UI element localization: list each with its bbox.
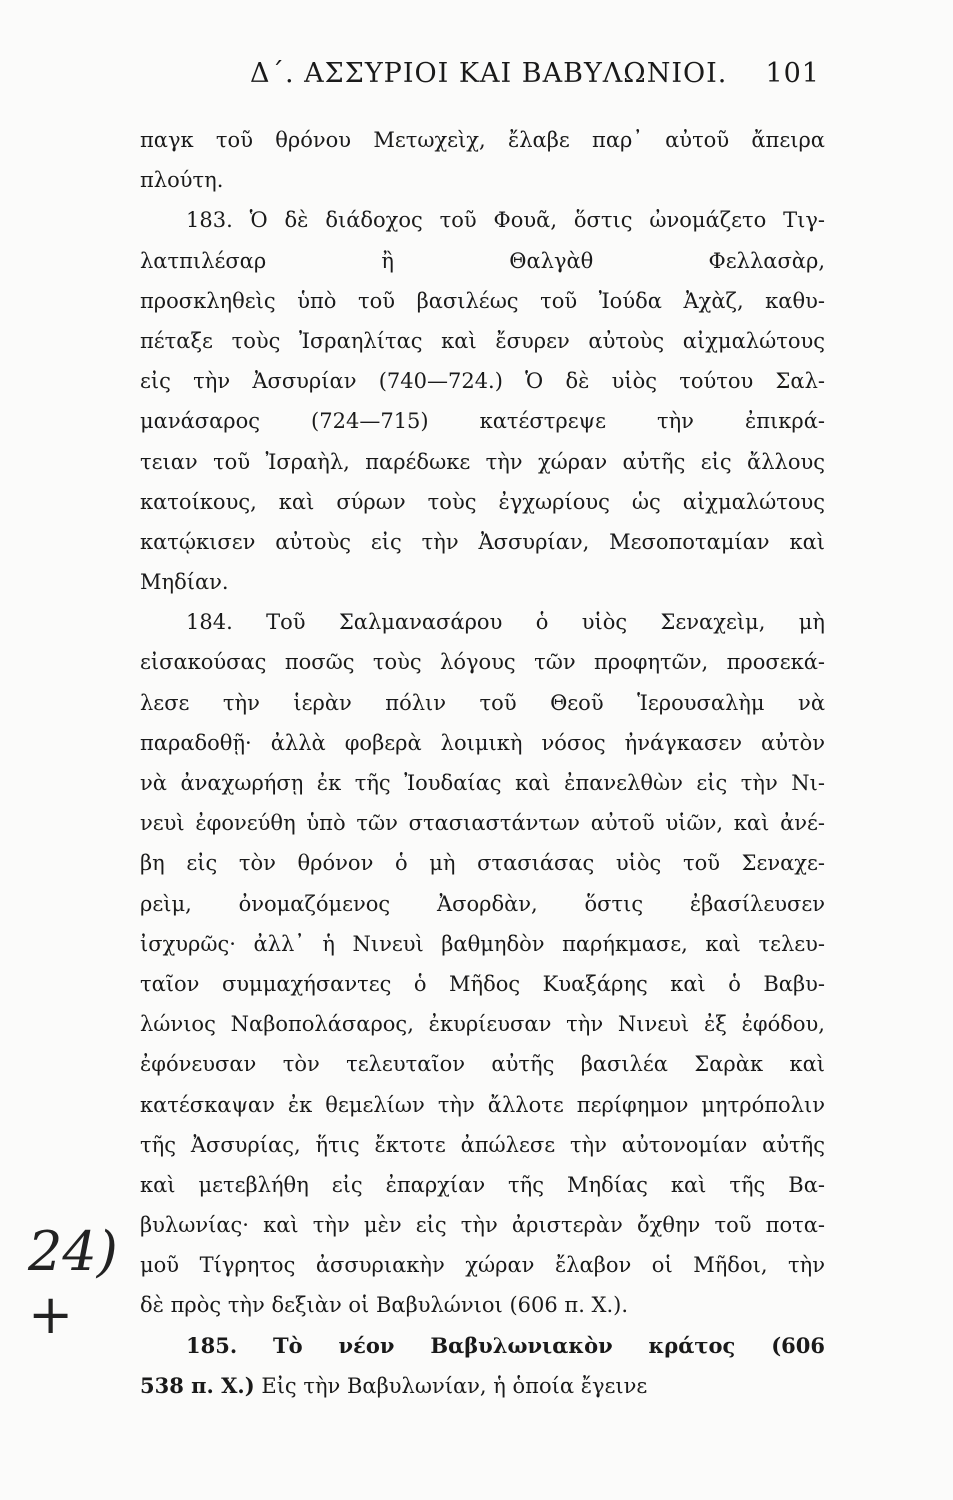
- text-line: μοῦ Τίγρητος ἀσσυριακὴν χώραν ἔλαβον οἱ Μῆδοι, τὴν: [140, 1253, 825, 1278]
- section-heading: 185. Τὸ νέον Βαβυλωνιακὸν κράτος (606: [186, 1332, 825, 1358]
- text-line: λώνιος Ναβοπολάσαρος, ἐκυρίευσαν τὴν Νινευὶ ἐξ ἐφόδου,: [140, 1012, 825, 1037]
- text-line: παγκ τοῦ θρόνου Μετωχεὶχ, ἔλαβε παρ᾽ αὐτοῦ ἄπειρα: [140, 128, 825, 152]
- text-line: εἰσακούσας ποσῶς τοὺς λόγους τῶν προφητῶν, προσεκά-: [140, 650, 825, 675]
- text-line: ἰσχυρῶς· ἀλλ᾽ ἡ Νινευὶ βαθμηδὸν παρήκμασε, καὶ τελευ-: [140, 931, 825, 956]
- text-line: τειαν τοῦ Ἰσραὴλ, παρέδωκε τὴν χώραν αὐτῆς εἰς ἄλλους: [140, 449, 825, 474]
- text-line: νευὶ ἐφονεύθη ὑπὸ τῶν στασιαστάντων αὐτοῦ υἱῶν, καὶ ἀνέ-: [140, 811, 825, 836]
- text-line: ταῖον συμμαχήσαντες ὁ Μῆδος Κυαξάρης καὶ ὁ Βαβυ-: [140, 971, 825, 996]
- text-line: λατπιλέσαρ ἢ Θαλγὰθ Φελλασὰρ,: [140, 248, 825, 273]
- text-line: 184. Τοῦ Σαλμανασάρου ὁ υἱὸς Σεναχεὶμ, μὴ: [186, 610, 825, 635]
- text-line: τῆς Ἀσσυρίας, ἥτις ἔκτοτε ἀπώλεσε τὴν αὐτονομίαν αὐτῆς: [140, 1132, 825, 1157]
- page-number: 101: [765, 58, 820, 89]
- section-text-start: Εἰς τὴν Βαβυλωνίαν, ἡ ὁποία ἔγεινε: [254, 1373, 648, 1398]
- text-line: λεσε τὴν ἱερὰν πόλιν τοῦ Θεοῦ Ἱερουσαλὴμ νὰ: [140, 690, 825, 715]
- text-line: ρεὶμ, ὀνομαζόμενος Ἀσορδὰν, ὅστις ἐβασίλευσεν: [140, 891, 825, 916]
- text-line: [140, 1366, 825, 1406]
- text-line: νὰ ἀναχωρήσῃ ἐκ τῆς Ἰουδαίας καὶ ἐπανελθὼν εἰς τὴν Νι-: [140, 771, 825, 795]
- text-line: ἐφόνευσαν τὸν τελευταῖον αὐτῆς βασιλέα Σαρὰκ καὶ: [140, 1052, 825, 1077]
- chapter-title: Δ΄. ΑΣΣΥΡΙΟΙ ΚΑΙ ΒΑΒΥΛΩΝΙΟΙ.: [250, 58, 728, 89]
- text-line: κατέσκαψαν ἐκ θεμελίων τὴν ἄλλοτε περίφημον μητρόπολιν: [140, 1092, 825, 1117]
- text-line: κατῴκισεν αὐτοὺς εἰς τὴν Ἀσσυρίαν, Μεσοποταμίαν καὶ: [140, 529, 825, 554]
- text-line: Μηδίαν.: [140, 570, 229, 595]
- text-line: πέταξε τοὺς Ἰσραηλίτας καὶ ἔσυρεν αὐτοὺς αἰχμαλώτους: [140, 328, 825, 353]
- text-line: βυλωνίας· καὶ τὴν μὲν εἰς τὴν ἀριστερὰν ὄχθην τοῦ ποτα-: [140, 1213, 825, 1238]
- text-line: 183. Ὁ δὲ διάδοχος τοῦ Φουᾶ, ὅστις ὠνομάζετο Τιγ-: [186, 208, 825, 233]
- text-line: δὲ πρὸς τὴν δεξιὰν οἱ Βαβυλώνιοι (606 π. Χ.).: [140, 1293, 629, 1318]
- body-text: [140, 120, 825, 1406]
- text-line: κατοίκους, καὶ σύρων τοὺς ἐγχωρίους ὡς αἰχμαλώτους: [140, 489, 825, 514]
- text-line: μανάσαρος (724—715) κατέστρεψε τὴν ἐπικρά-: [140, 409, 825, 434]
- handwritten-margin-note: [0, 1212, 175, 1346]
- text-line: βη εἰς τὸν θρόνον ὁ μὴ στασιάσας υἱὸς τοῦ Σεναχε-: [140, 851, 825, 876]
- text-line: προσκληθεὶς ὑπὸ τοῦ βασιλέως τοῦ Ἰούδα Ἀχὰζ, καθυ-: [140, 288, 825, 313]
- text-line: πλούτη.: [140, 168, 224, 193]
- text-line: καὶ μετεβλήθη εἰς ἐπαρχίαν τῆς Μηδίας καὶ τῆς Βα-: [140, 1172, 825, 1197]
- margin-note-text: 24) +: [28, 1220, 118, 1346]
- text-line: παραδοθῇ· ἀλλὰ φοβερὰ λοιμικὴ νόσος ἠνάγκασεν αὐτὸν: [140, 730, 825, 755]
- section-heading-dates: 538 π. Χ.): [140, 1372, 255, 1398]
- text-line: εἰς τὴν Ἀσσυρίαν (740—724.) Ὁ δὲ υἱὸς τούτου Σαλ-: [140, 369, 825, 394]
